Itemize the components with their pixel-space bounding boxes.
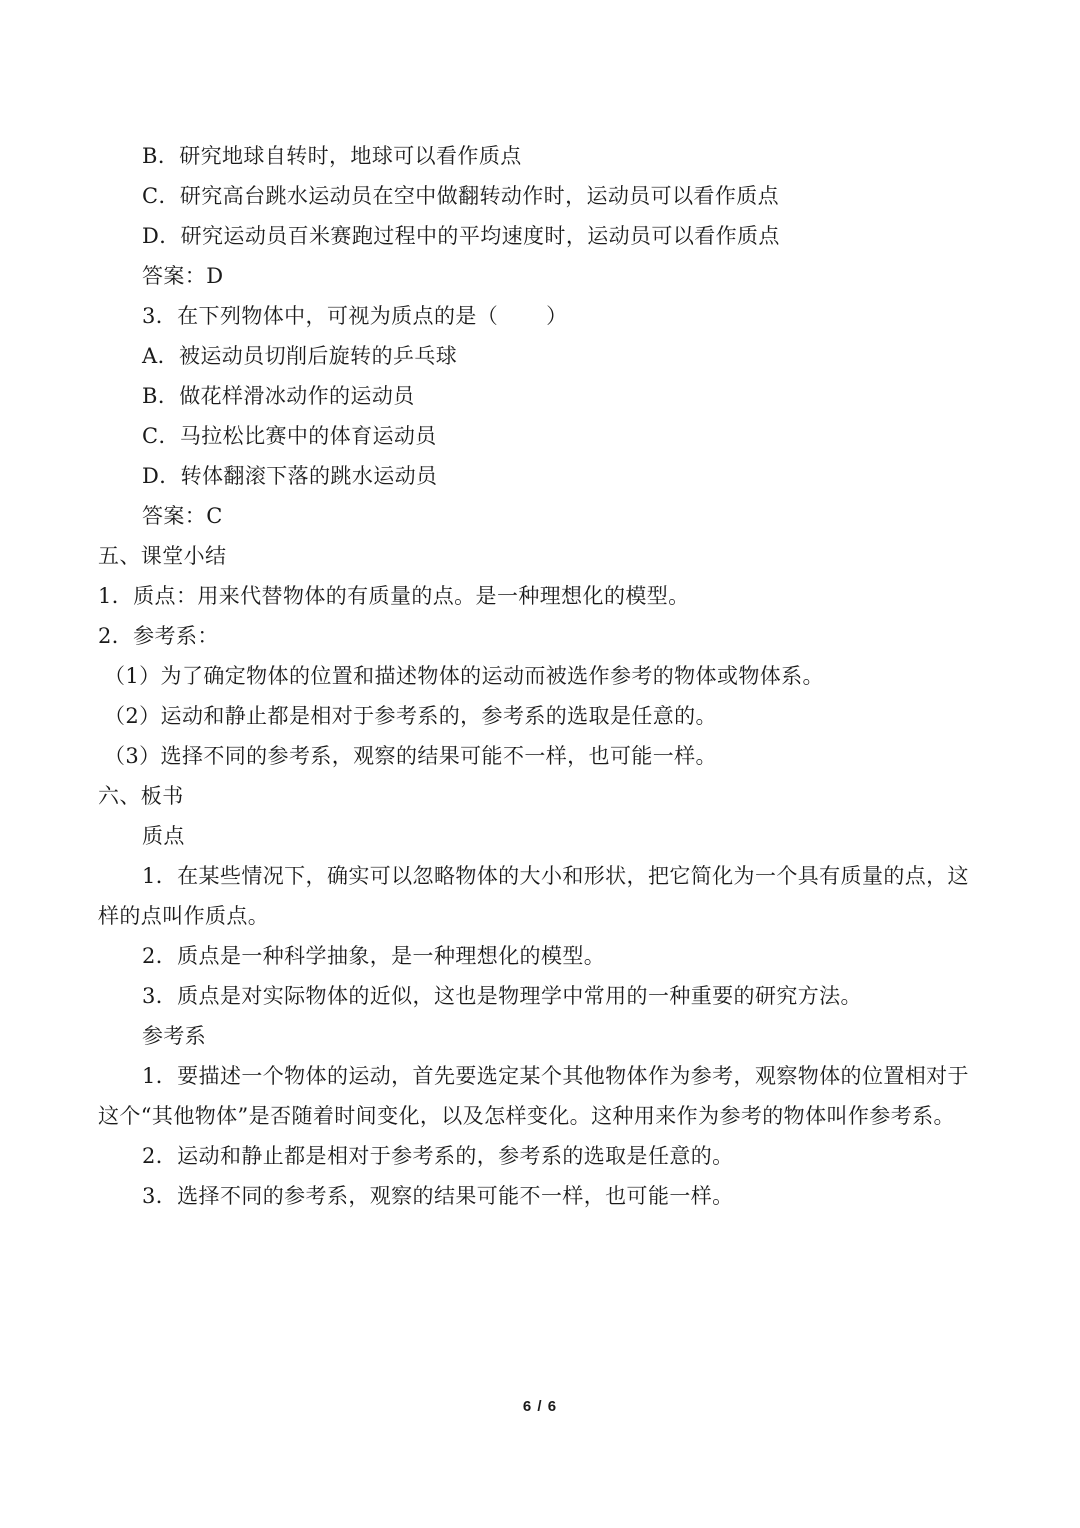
q3-option-b: B．做花样滑冰动作的运动员: [142, 384, 415, 408]
q2-option-c: C．研究高台跳水运动员在空中做翻转动作时，运动员可以看作质点: [142, 184, 780, 208]
q3-answer: 答案：C: [142, 504, 223, 528]
q3-stem-suffix: ）: [546, 304, 568, 328]
board-heading: 六、板书: [98, 784, 184, 808]
summary-sub-3: （3）选择不同的参考系，观察的结果可能不一样，也可能一样。: [104, 744, 717, 768]
summary-heading: 五、课堂小结: [98, 544, 227, 568]
summary-item-1: 1．质点：用来代替物体的有质量的点。是一种理想化的模型。: [98, 584, 690, 608]
board-reference-2: 2．运动和静止都是相对于参考系的，参考系的选取是任意的。: [142, 1144, 734, 1168]
page-number: 6 / 6: [522, 1398, 558, 1415]
q3-option-a: A．被运动员切削后旋转的乒乓球: [142, 344, 458, 368]
q3-stem-prefix: 3．在下列物体中，可视为质点的是（: [142, 304, 499, 328]
summary-sub-1: （1）为了确定物体的位置和描述物体的运动而被选作参考的物体或物体系。: [104, 664, 824, 688]
board-particle-1-line-1: 1．在某些情况下，确实可以忽略物体的大小和形状，把它简化为一个具有质量的点，这: [142, 864, 969, 888]
board-particle-2: 2．质点是一种科学抽象，是一种理想化的模型。: [142, 944, 606, 968]
board-particle-title: 质点: [142, 824, 185, 848]
summary-sub-2: （2）运动和静止都是相对于参考系的，参考系的选取是任意的。: [104, 704, 717, 728]
summary-item-2: 2．参考系：: [98, 624, 219, 648]
board-reference-title: 参考系: [142, 1024, 207, 1048]
board-reference-1-line-2: 这个“其他物体”是否随着时间变化，以及怎样变化。这种用来作为参考的物体叫作参考系。: [98, 1104, 955, 1128]
board-reference-1-line-1: 1．要描述一个物体的运动，首先要选定某个其他物体作为参考，观察物体的位置相对于: [142, 1064, 969, 1088]
q3-option-c: C．马拉松比赛中的体育运动员: [142, 424, 437, 448]
q2-answer: 答案：D: [142, 264, 224, 288]
q3-stem: [142, 302, 568, 330]
board-particle-3: 3．质点是对实际物体的近似，这也是物理学中常用的一种重要的研究方法。: [142, 984, 862, 1008]
q2-option-d: D．研究运动员百米赛跑过程中的平均速度时，运动员可以看作质点: [142, 224, 780, 248]
board-reference-3: 3．选择不同的参考系，观察的结果可能不一样，也可能一样。: [142, 1184, 734, 1208]
q3-option-d: D．转体翻滚下落的跳水运动员: [142, 464, 438, 488]
board-particle-1-line-2: 样的点叫作质点。: [98, 904, 270, 928]
q2-option-b: B．研究地球自转时，地球可以看作质点: [142, 144, 522, 168]
